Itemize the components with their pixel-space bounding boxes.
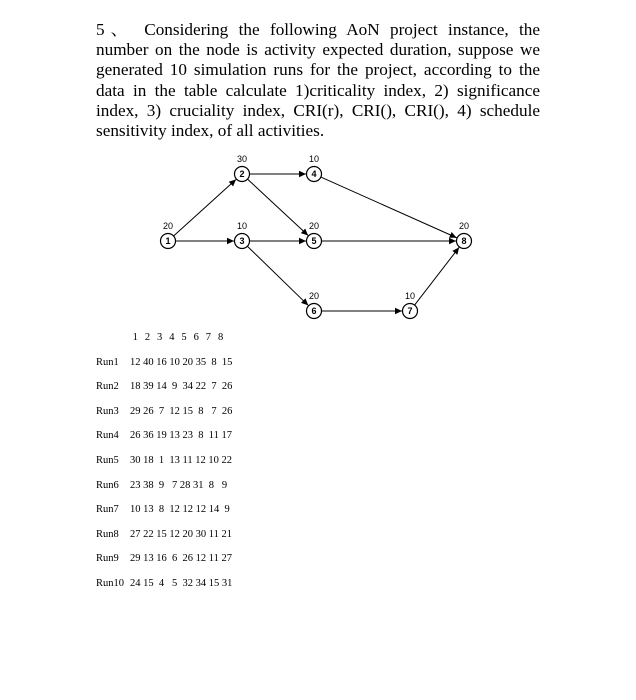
node-id-label: 1 bbox=[165, 236, 171, 247]
run-label: Run5 bbox=[96, 454, 119, 466]
table-row bbox=[96, 504, 232, 529]
node-id-label: 2 bbox=[239, 169, 245, 180]
table-body bbox=[96, 357, 232, 603]
node-4 bbox=[307, 154, 322, 182]
node-duration-label: 10 bbox=[404, 291, 416, 301]
node-2 bbox=[235, 154, 250, 182]
node-duration-label: 20 bbox=[308, 291, 320, 301]
node-duration-label: 20 bbox=[162, 221, 174, 231]
run-label: Run1 bbox=[96, 356, 119, 368]
node-id-label: 3 bbox=[239, 236, 245, 247]
table-row bbox=[96, 430, 232, 455]
edge-2-5 bbox=[247, 179, 308, 235]
run-label: Run8 bbox=[96, 528, 119, 540]
node-duration-label: 20 bbox=[458, 221, 470, 231]
table-row bbox=[96, 480, 232, 505]
run-label: Run7 bbox=[96, 504, 119, 516]
node-8 bbox=[457, 221, 472, 249]
node-duration-label: 10 bbox=[236, 221, 248, 231]
run-values: 29 13 16 6 26 12 11 27 bbox=[130, 553, 232, 565]
node-id-label: 7 bbox=[407, 306, 413, 317]
node-3 bbox=[235, 221, 250, 249]
edge-4-8 bbox=[321, 177, 457, 238]
run-label: Run9 bbox=[96, 553, 119, 565]
header-col-4: 4 bbox=[169, 332, 175, 343]
header-col-2: 2 bbox=[144, 332, 151, 343]
edge-1-2 bbox=[174, 179, 237, 236]
table-row bbox=[96, 553, 232, 578]
node-id-label: 5 bbox=[311, 236, 317, 247]
run-values: 12 40 16 10 20 35 8 15 bbox=[130, 356, 233, 368]
table-row bbox=[96, 529, 232, 554]
network-nodes bbox=[161, 154, 472, 319]
simulation-table bbox=[96, 332, 232, 603]
table-row bbox=[96, 357, 232, 382]
run-values: 26 36 19 13 23 8 11 17 bbox=[130, 430, 232, 442]
question-number: 5、 bbox=[96, 20, 134, 39]
run-values: 18 39 14 9 34 22 7 26 bbox=[130, 381, 233, 393]
node-id-label: 6 bbox=[311, 306, 317, 317]
run-label: Run3 bbox=[96, 405, 119, 417]
header-col-8: 8 bbox=[217, 332, 224, 343]
run-values: 10 13 8 12 12 12 14 9 bbox=[130, 504, 230, 516]
node-id-label: 4 bbox=[311, 169, 317, 180]
aon-network-diagram bbox=[0, 140, 636, 330]
question-body: Considering the following AoN project instance, the number on the node is activity expected duration, suppose we generated 10 simulation runs for the project, according to the data in the table calculate 1)criticality index, 2) significance index, 3) cruciality index, CRI(r), CRI(), CRI(), 4) schedule sensitivity index, of all activities. bbox=[96, 20, 540, 141]
edge-3-6 bbox=[247, 246, 308, 305]
run-label: Run4 bbox=[96, 430, 119, 442]
node-duration-label: 20 bbox=[308, 221, 320, 231]
run-values: 23 38 9 7 28 31 8 9 bbox=[130, 479, 228, 491]
node-duration-label: 10 bbox=[308, 154, 320, 164]
header-col-3: 3 bbox=[157, 332, 163, 343]
header-col-7: 7 bbox=[205, 332, 211, 343]
table-row bbox=[96, 381, 232, 406]
run-values: 24 15 4 5 32 34 15 31 bbox=[130, 577, 233, 589]
table-row bbox=[96, 455, 232, 480]
node-5 bbox=[307, 221, 322, 249]
run-values: 27 22 15 12 20 30 11 21 bbox=[130, 528, 232, 540]
question-text-block bbox=[96, 20, 540, 141]
header-col-5: 5 bbox=[181, 332, 187, 343]
table-row bbox=[96, 406, 232, 431]
header-col-1: 1 bbox=[132, 332, 138, 343]
header-col-6: 6 bbox=[193, 332, 199, 343]
run-label: Run10 bbox=[96, 577, 125, 589]
run-values: 29 26 7 12 15 8 7 26 bbox=[130, 405, 233, 417]
run-values: 30 18 1 13 11 12 10 22 bbox=[130, 454, 232, 466]
table-header-row bbox=[96, 332, 232, 357]
node-6 bbox=[307, 291, 322, 319]
node-1 bbox=[161, 221, 176, 249]
run-label: Run6 bbox=[96, 479, 119, 491]
run-label: Run2 bbox=[96, 381, 119, 393]
edge-7-8 bbox=[415, 247, 460, 305]
node-duration-label: 30 bbox=[236, 154, 248, 164]
table-row bbox=[96, 578, 232, 603]
node-id-label: 8 bbox=[461, 236, 467, 247]
